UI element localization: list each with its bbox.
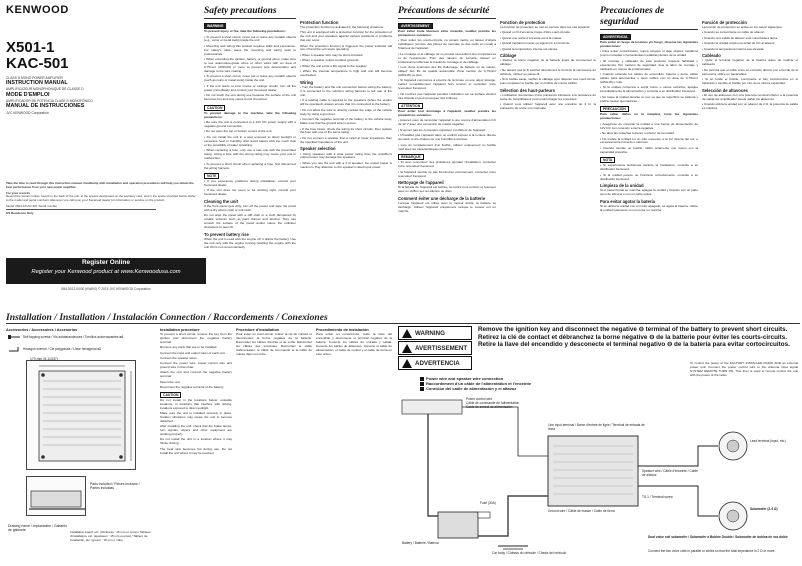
- records-block: [6, 182, 196, 216]
- caution-label-fr: ATTENTION: [398, 103, 423, 109]
- install-step-4: Connect the speaker wires.: [160, 355, 198, 360]
- model-number-1: X501-1: [6, 39, 55, 56]
- speaker-es-s2: • Cuando utiliza la unidad con un altavoz de 2 Ω, la potencia de salida es máxima.: [702, 103, 798, 111]
- caution-heading-fr: Pour éviter tout dommage à l'appareil, veuillez prendre les précautions suivantes:: [398, 109, 496, 117]
- company-name: JVC KENWOOD Corporation: [6, 111, 49, 116]
- safety-fr-p4: • Si l'appareil commence à émettre de la fumée ou une odeur étrange, mettez immédiatement l'appareil hors tension et consultez votre revendeur Kenwood.: [398, 79, 496, 91]
- for-records-heading: For your records: [6, 190, 31, 195]
- install-step-3: Connect the input and output wires of each unit.: [160, 350, 226, 355]
- install-proc-fr-column: [236, 326, 312, 562]
- cableado-es-w1: • Quite el terminal negativo de la batería antes de realizar el cableado.: [702, 59, 798, 67]
- safety-en-c1: • Be sure the unit is connected to a 12V DC power supply with a negative ground connection.: [204, 121, 296, 129]
- protection-en-column: [300, 18, 392, 318]
- screw-icon: [8, 334, 22, 340]
- safety-en-p5: • If the unit starts to emit smoke or strange smells, turn off the power immediately and consult your Kenwood dealer.: [204, 85, 296, 93]
- safety-es-p2: • El montaje y cableado de este producto requiere habilidad y experiencia. Por motivos de seguridad, deje la labor de montaje y cableado en manos de profesionales.: [600, 60, 698, 72]
- battery-title-fr: Comment éviter une décharge de la batterie: [398, 195, 486, 201]
- big-warning-fr: Retirez la clé de contact et débranchez la borne négative ⊖ de la batterie pour éviter les courts-circuits.: [478, 333, 788, 341]
- speaker-en-s2: • When you use the unit with a 2 Ω speaker, the output power is maximum. Pay attention to the speaker's rated input power.: [300, 162, 392, 170]
- safety-fr-p2: • Le montage et le câblage de ce produit nécessitent des compétences et de l'expérience. Pour des raisons de sécurité, laissez un professionnel effectuer le travail de montage et de câblage.: [398, 53, 496, 65]
- safety-fr-c1: • Assurez-vous de raccorder l'appareil à une source d'alimentation CC de 12 V avec une connexion de masse négative.: [398, 119, 496, 127]
- warning-sign-es-text: ADVERTENCIA: [415, 360, 460, 367]
- cableado-es-w3: • Si se funde el fusible, compruebe si hay cortocircuitos en el cableado y cambie el fusible por otro de la misma capacidad.: [702, 78, 798, 86]
- bottom-half: [0, 312, 802, 566]
- warning-label-es: ADVERTENCIA: [600, 34, 631, 40]
- protection-fr-b1: • Quand un fil d'enceinte risque d'être court-circuité.: [500, 31, 596, 35]
- caution-heading-en: To prevent damage to the machine, take the following precautions:: [204, 110, 296, 119]
- accessory-screws-qty: x4: [119, 334, 123, 339]
- warning-label-en: WARNING: [204, 23, 226, 29]
- cableado-title-es: Cableado: [702, 53, 721, 59]
- safety-en-c4: • When replacing a fuse, only use a new one with the prescribed rating. Using a fuse with the wrong rating may cause your unit to malfunction.: [204, 149, 296, 161]
- safety-es-p4: • Si la unidad comienza a emitir humo u olores extraños, apague inmediatamente la alimentación y consulte a su distribuidor Kenwood.: [600, 86, 698, 94]
- install-step-8: Reconnect the negative terminal of the battery.: [160, 384, 224, 389]
- safety-en-p4: • To prevent a short circuit, never put or leave any metallic objects (such as coins or metal tools) inside the unit.: [204, 75, 296, 83]
- big-warning-block: [478, 326, 798, 349]
- install-step-1: To prevent a short circuit, remove the key from the ignition and disconnect the negative battery terminal.: [160, 332, 232, 344]
- speaker-fr-s2: • Quand vous utilisez l'appareil avec une enceinte de 2 Ω, la puissance de sortie est maximale.: [500, 103, 596, 111]
- read-manual-note: Take the time to read through this instruction manual. Familiarity with installation and operation procedures will help you obtain the best performance from your new power amplifier.: [6, 181, 194, 189]
- protection-en-b2: • When a speaker output contains grounds.: [300, 59, 392, 63]
- safety-es-p5: • No toque la unidad durante su uso ya que su superficie se calienta y podría causar quemaduras.: [600, 96, 698, 104]
- protection-es-b3: • Cuando la unidad emita una señal de CC al altavoz.: [702, 42, 798, 46]
- cover-footer: B54-5012-00/00 (KW/K0) © 2015 JVC KENWOOD Corporation: [61, 287, 151, 291]
- install-proc-fr-title: Procédure d'installation: [236, 327, 280, 332]
- safety-en-n2: • If the unit does not seem to be working right, consult your Kenwood dealer.: [204, 189, 296, 197]
- safety-es-p3: • Cuando extienda los cables de encendido, batería o tierra, utilice cables para automóviles u otros cables con un área de 0,75mm² (AWG18) o más.: [600, 73, 698, 85]
- install-caution-4: Do not install the unit in a location where it may hinder driving.: [160, 437, 232, 446]
- cleaning-text-en: If the front panel gets dirty, turn off the power and wipe the panel with a dry silicon cloth or soft cloth.: [204, 204, 296, 212]
- us-residence-label: US Residence Only: [6, 210, 34, 215]
- kenwood-logo: KENWOOD: [6, 4, 69, 16]
- dual-voice-coil-label: Dual voice coil subwoofer / Subwoofer à Bobine Double / Subwoofer de bobina de voz doble: [648, 535, 788, 539]
- safety-fr-column: [398, 6, 496, 306]
- safety-en-p1: • To prevent a short circuit, never put or leave any metallic objects (e.g., coins or metal tools) inside the unit.: [204, 36, 296, 44]
- installation-title: Installation / Installation / Instalación Connection / Raccordements / Conexiones: [6, 312, 800, 324]
- unit-side-view-diagram: [26, 476, 86, 516]
- cablage-fr-w3: • Si le fusible saute, vérifiez le câblage pour détecter tout court-circuit, puis remplacez le fusible par un fusible de même calibre.: [500, 78, 596, 86]
- legend-en: Power wire and speaker wire connection: [426, 376, 504, 381]
- records-text: Record the serial number, found on the back of the unit, in the spaces designated on the warranty card, and in the space provided below. Refer to the model and serial numbers whenever you call upon your Kenwood dealer for information or service on the product.: [6, 194, 196, 203]
- safety-fr-n2: • Si l'appareil semble ne pas fonctionner correctement, consultez votre revendeur Kenwood.: [398, 171, 496, 179]
- protection-es-p1: La función de protección se activa en los casos siguientes:: [702, 24, 783, 29]
- dimension-label: 170 mm (6-11/16"): [30, 357, 58, 361]
- safety-en-title: Safety precautions: [204, 6, 296, 19]
- register-text: Register your Kenwood product at www.Kenwoodusa.com: [31, 269, 181, 275]
- warning-label-fr: AVERTISSEMENT: [398, 23, 433, 29]
- protection-title-en: Protection function: [300, 19, 339, 25]
- subwoofer-label: Subwoofer (2-4 Ω): [750, 507, 778, 511]
- install-proc-es-column: [316, 326, 392, 562]
- product-type-es: AMPLIFICADOR DE POTENCIA CLASE D MONOFÓNICO: [6, 98, 93, 103]
- warning-sign-es: [398, 356, 472, 370]
- warning-heading-fr: Pour éviter toute blessure et/ou incendie, veuillez prendre les précautions suivantes:: [398, 29, 496, 37]
- safety-es-c3: • No instale la unidad en un sitio expuesto a la luz directa del sol, o excesivamente húmedo o caluroso.: [600, 138, 698, 146]
- battery-title-es: Para evitar agotar la batería: [600, 198, 655, 204]
- install-es-text: Para evitar un cortocircuito, retire la llave del encendido y desconecte el terminal negativo de la batería. Conecte los cables de entrada y salida. Conecte los cables de altavoces. Conecte el cable de alimentación, el cable de control y el cable de tierra en este orden.: [316, 332, 392, 356]
- safety-es-title: Precauciones de seguridad: [600, 6, 698, 30]
- protection-es-b2: • Cuando una salida de altavoz esté conectada a tierra.: [702, 37, 798, 41]
- speaker-fr-s1: • L'utilisation d'enceintes d'une puissance inférieure à la puissance de sortie de l'amplificateur peut endommager les enceintes.: [500, 94, 596, 102]
- speaker-en-s1: • Using speakers with a wide power rating than the amplifier's output power may damage the speakers.: [300, 153, 392, 161]
- install-step-6: Attach the unit and connect the negative battery terminal.: [160, 370, 232, 379]
- product-type-en: CLASS D MONO POWER AMPLIFIER: [6, 76, 63, 80]
- caution-label-en: CAUTION: [204, 105, 225, 111]
- safety-es-n2: • Si la unidad parece no funcionar correctamente, consulte a su distribuidor Kenwood.: [600, 174, 698, 182]
- accessories-title: Accessories / Accessoires / Accesorios: [6, 327, 78, 332]
- protection-title-fr: Fonction de protection: [500, 19, 546, 25]
- wiring-en-w6: • Do not connect a speaker that is rated at lower impedance than the specified impedance of the unit.: [300, 137, 392, 145]
- speaker-title-es: Selección de altavoces: [702, 87, 748, 93]
- manual-title-en: INSTRUCTION MANUAL: [6, 80, 68, 87]
- speaker-title-en: Speaker selection: [300, 146, 336, 152]
- note-label-fr: REMARQUE: [398, 154, 424, 160]
- safety-en-p6: • Do not touch the unit during use because the surface of the unit becomes hot and may cause burns if touched.: [204, 94, 296, 102]
- note-label-es: NOTA: [600, 157, 615, 163]
- accessory-screws-label: Self tapping screws / Vis autotaraudeuses / Tornillos autorroscantes: [22, 334, 119, 339]
- install-proc-en-column: [160, 326, 232, 562]
- install-board-label: Installation board: etc. (thickness : 15 mm or more) / Tableau d'installation, etc. (épaisseur : 15 mm ou plus) / Tablero de instalación, etc. (grosor : 15 mm o más): [70, 530, 151, 542]
- protection-en-p2: This unit is equipped with a protection function for the protection of the unit and your speakers against various accidents or problems that can occur.: [300, 30, 392, 43]
- safety-es-n1: • Si experimenta problemas durante la instalación, consulte a su distribuidor Kenwood.: [600, 164, 698, 172]
- cablage-title-fr: Câblage: [500, 53, 517, 59]
- wiring-title-en: Wiring: [300, 79, 313, 85]
- cleaning-text-fr: Si la façade de l'appareil est tachée, la mettre hors tension et l'essuyer avec un chiffon sec au silicone ou doux.: [398, 185, 496, 194]
- warning-sign-fr: [398, 341, 472, 355]
- protection-fr-b4: • Quand la température interne est élevée.: [500, 48, 596, 52]
- safety-en-column: [204, 6, 296, 306]
- caution-heading-es: Para evitar daños en la máquina, tome las siguientes precauciones:: [600, 112, 698, 121]
- legend-es: Conexión del cable de alimentación y el altavoz: [426, 386, 517, 391]
- hex-wrench-icon: [8, 346, 22, 352]
- product-type-fr: AMPLIFICATEUR MONOPHONIQUE DE CLASSE D: [6, 87, 84, 92]
- fuse-label: Fuse (30A): [480, 501, 496, 505]
- battery-text-en: When the unit is used with the engine off, it drains the battery. Use the unit only with the engine running (starting the engine with the unit ON is not recommended).: [204, 236, 296, 249]
- wiring-en-w1: • Turn the battery and the unit connection before wiring the battery. It is connected to the vehicle's wiring harness to left rear of the unit.: [300, 86, 392, 98]
- install-caution-3: After installing the unit, check that the brake lamps, turn signals, wipers and other equipment are working properly.: [160, 424, 232, 437]
- speaker-es-s1: • El uso de altavoces con una potencia nominal inferior a la potencia de salida del amplificador puede dañar los altavoces.: [702, 94, 798, 102]
- safety-fr-title: Précautions de sécurité: [398, 6, 496, 19]
- cover-panel: [6, 4, 196, 304]
- power-control-label: [466, 398, 546, 409]
- install-caution-2: Make sure the unit is installed securely in place. Sudden vibrations may cause the unit to become detached.: [160, 411, 232, 424]
- warning-triangle-icon: [402, 359, 412, 368]
- ts-terminal-label: TS-1 / Terminal screw: [642, 495, 673, 499]
- warning-sign-en: [398, 326, 472, 340]
- warning-heading-en: To prevent injury or fire, take the following precautions:: [204, 29, 286, 33]
- install-caution-5: The heat sink becomes hot during use. Do not install the unit where it may be touched.: [160, 446, 232, 455]
- ground-wire-label: Ground wire / Câble de masse / Cable de tierra: [548, 509, 615, 513]
- warning-sign-fr-text: AVERTISSEMENT: [415, 345, 468, 352]
- protection-fr-p1: La fonction de protection se met en service dans les cas suivants:: [500, 24, 591, 29]
- cablage-fr-w2: • Ne laissez pas le fil toucher directement le bord de la carrosserie du véhicule, utilisez un passe-fil.: [500, 69, 596, 77]
- cleaning-text-es: Si el panel frontal se mancha, apague la unidad y límpielo con un paño seco de silicona o con un paño suave.: [600, 188, 698, 197]
- safety-fr-c4: • Lors du remplacement d'un fusible, utilisez uniquement un fusible neuf avec les caractéristiques prescrites.: [398, 144, 496, 152]
- protection-en-b1: • When a speaker wire may be short-circuited.: [300, 54, 392, 58]
- accessory-row-2: [8, 346, 154, 352]
- manual-title-es: MANUAL DE INSTRUCCIONES: [6, 103, 85, 110]
- safety-es-column: [600, 6, 698, 306]
- safety-en-c3: • Do not install the unit in a spot exposed to direct sunlight or excessive heat or humidity. Also avoid places with too much dust or the possibility of water splashing.: [204, 136, 296, 148]
- note-label-en: NOTE: [204, 173, 219, 179]
- warning-triangle-icon: [402, 344, 412, 353]
- connection-legend: [420, 376, 620, 391]
- power-control-note-text: To control the power of the FACTORY INSTALLED RADIO AND an external power unit: Connect the power control wire to the antenna input signal SYSTEM REMOTE TURN ON. This then is used to remote control the unit with the power of the radio.: [690, 362, 798, 377]
- protection-en-b4: • When the internal temperature is high and unit will become overheated.: [300, 70, 392, 78]
- protection-en-b3: • When the unit emits a DC signal to the speaker.: [300, 65, 392, 69]
- protection-es-b4: • Cuando la temperatura interna sea elevada.: [702, 48, 798, 52]
- safety-fr-c3: • N'installez pas l'appareil dans un endroit exposé à la lumière directe du soleil, à une chaleur ou une humidité excessive.: [398, 134, 496, 142]
- speaker-wire-label: Speaker wire / Câble d'enceinte / Cable de altavoz: [642, 469, 698, 477]
- power-control-note: [690, 362, 798, 402]
- warning-triangle-icon: [402, 329, 412, 338]
- protection-en-p1: The protection function is activated in the following situations:: [300, 24, 384, 29]
- protection-en-p3: When the protection function is triggered, the power indicator will turn off and the unit stops operating.: [300, 43, 392, 52]
- register-title: Register Online: [81, 259, 131, 266]
- safety-fr-c2: • N'ouvrez pas les couvercles supérieur et inférieur de l'appareil.: [398, 129, 496, 133]
- safety-fr-n1: • Si vous rencontrez des problèmes pendant l'installation, consultez votre revendeur Kenwood.: [398, 161, 496, 169]
- safety-es-p1: • Para evitar cortocircuitos, nunca coloque ni deje objetos metálicos (como monedas o herramientas metálicas) dentro de la unidad.: [600, 50, 698, 58]
- input-terminal-label: Line input terminal / Borne d'entrée de ligne / Terminal de entrada de línea: [548, 423, 645, 431]
- amplifier-side-view-drawing: [27, 477, 87, 517]
- car-body-label: Car body / Châssis du véhicule / Chasis del vehículo: [492, 551, 567, 555]
- cableado-es-w2: • No permita que el cable entre en contacto directo con el borde de la carrocería, utilice un pasacables.: [702, 69, 798, 77]
- cleaning-title-en: Cleaning the unit: [204, 198, 238, 204]
- model-number-2: KAC-501: [6, 55, 69, 72]
- install-proc-en-title: Installation procedure: [160, 327, 200, 332]
- safety-es-c2: • No abra las cubiertas superior o inferior de la unidad.: [600, 132, 698, 136]
- wiring-en-w5: • If the fuse blows, check the wiring for short circuits, then replace the fuse with one of the same rating.: [300, 128, 392, 136]
- accessories-panel: [6, 326, 156, 562]
- install-caution-1: Do not install in the locations below: unstable locations, in locations that interfere with driving, locations exposed to direct sunlight.: [160, 398, 232, 410]
- battery-text-es: Si se utiliza la unidad con el motor apagado, se agota la batería. Utilice la unidad solamente con el motor en marcha.: [600, 204, 698, 212]
- amplifier-top-view-drawing: [27, 361, 137, 471]
- parts-included-label: Parts included / Pièces incluses / Partes incluidas: [90, 482, 140, 490]
- safety-en-c2: • Do not open the top or bottom covers of the unit.: [204, 130, 296, 134]
- lead-terminal-label: Lead terminal (input, etc.): [750, 439, 787, 443]
- safety-fr-p3: • Lors d'une extension des fils d'allumage, de batterie ou de masse, utilisez des fils de qualité automobile d'une section de 0,75mm² (AWG18) ou plus.: [398, 66, 496, 78]
- install-step-2: Remove any parts that are to be installed.: [160, 345, 218, 350]
- install-fr-text: Pour éviter un court-circuit, retirez la clé de contact et déconnectez la borne négative de la batterie. Raccordez les câbles d'entrée et de sortie. Raccordez les câbles des enceintes. Raccordez le câble d'alimentation, le câble de commande et le câble de masse dans cet ordre.: [236, 332, 312, 356]
- battery-text-fr: Lorsque l'appareil est utilisé avec le moteur arrêté, la batterie se décharge. Utilisez l'appareil uniquement lorsque le moteur est en marche.: [398, 200, 496, 213]
- unit-top-view-diagram: [26, 360, 136, 470]
- wiring-en-w3: • Do not allow the wire to directly contact the edge of the vehicle body by using a grommet.: [300, 109, 392, 117]
- protection-fr-b2: • Quand une sortie d'enceinte est à la masse.: [500, 37, 596, 41]
- wiring-en-w2: • If a leading cable is required to the speakers (when the engine will be operated), always ensure that it is connected to the battery.: [300, 99, 392, 107]
- power-control-es: Cable de control de alimentación: [466, 404, 513, 409]
- safety-en-n1: • If you experience problems during installation, consult your Kenwood dealer.: [204, 180, 296, 188]
- safety-fr-p1: • Pour éviter les courts-circuits, ne jamais mettre ou laisser d'objets métalliques (comme des pièces de monnaie ou des outils en métal) à l'intérieur de l'appareil.: [398, 39, 496, 51]
- legend-fr: Raccordement d'un câble de l'alimentation et l'enceinte: [426, 381, 532, 386]
- bridge-note: Connect the two voice coils in parallel or series so that the total impedance is 2 Ω or more.: [648, 549, 776, 553]
- accessory-wrench-qty: x1: [97, 346, 101, 351]
- speaker-title-fr: Sélection des haut-parleurs: [500, 87, 555, 93]
- warning-heading-es: Para evitar el riesgo de lesiones y/o fuego, observe las siguientes precauciones:: [600, 40, 698, 48]
- warning-sign-en-text: WARNING: [415, 330, 445, 337]
- install-caution-label: CAUTION: [160, 392, 181, 398]
- wiring-diagram: [398, 396, 798, 562]
- protection-fr-column: [500, 18, 596, 318]
- power-control-en: Power control wire: [466, 397, 493, 401]
- big-warning-en: Remove the ignition key and disconnect the negative ⊖ terminal of the battery to prevent short circuits.: [478, 326, 788, 333]
- legend-item-3: [420, 386, 620, 391]
- cleaning-title-es: Limpieza de la unidad: [600, 183, 644, 189]
- drawing-name-label: Drawing name / Implantation / Gabarito de gabinete: [8, 524, 67, 532]
- cleaning-title-fr: Nettoyage de l'appareil: [398, 180, 444, 185]
- big-warning-es: Retire la llave del encendido y desconecte el terminal negativo ⊖ de la batería para evitar cortocircuitos.: [478, 341, 790, 349]
- safety-en-p2: • Mounting and wiring this product requires skills and experience. For safety's sake, leave the mounting and wiring work to professionals.: [204, 45, 296, 57]
- install-proc-es-title: Procedimiento de instalación: [316, 327, 369, 332]
- install-step-7: Mount the unit.: [160, 379, 181, 384]
- battery-title-en: To prevent battery rise: [204, 231, 249, 237]
- install-step-5: Connect the power wire, power control wire and ground wire in that order.: [160, 361, 232, 369]
- safety-es-c1: • Asegúrese de conectar la unidad a una fuente de alimentación de 12V CC con conexión a tierra negativa.: [600, 123, 698, 131]
- cleaning-caution-en: Do not wipe the panel with a stiff cloth or a cloth dampened by volatile solvents such as paint thinner and alcohol. They can scratch the surface of the panel and/or cause the indicator characters to peel off.: [204, 213, 296, 230]
- safety-en-c5: • To prevent a short circuit when replacing a fuse, first disconnect the wiring harness.: [204, 163, 296, 171]
- protection-fr-b3: • Quand l'appareil envoie un signal CC à l'enceinte.: [500, 42, 596, 46]
- accessory-wrench-label: Hexagon wrench / Clé polygonale / Llave hexagonal: [22, 346, 97, 351]
- manual-title-fr: MODE D'EMPLOI: [6, 91, 50, 98]
- protection-es-b1: • Cuando se cortocircuite un cable de altavoz.: [702, 31, 798, 35]
- caution-label-es: PRECAUCIÓN: [600, 106, 629, 112]
- safety-fr-p5: • Ne touchez pas l'appareil pendant l'utilisation car sa surface devient très chaude et peut provoquer des brûlures.: [398, 93, 496, 101]
- battery-label: Battery / Batterie / Batería: [402, 541, 439, 545]
- power-control-fr: Câble de commande de l'alimentation: [466, 400, 520, 405]
- wiring-en-w4: • Connect the negative terminal of the battery to the vehicle body. Make sure that the ground wire is secure.: [300, 118, 392, 126]
- safety-en-p3: • When extending the ignition, battery, or ground wires, make sure to use automotive-grade wires or other wires with an area of 0.75mm² (AWG18) or more to prevent wire deterioration and damage to the wire coating.: [204, 58, 296, 74]
- accessory-row-1: [8, 334, 154, 340]
- register-online-banner: [6, 258, 206, 284]
- protection-es-column: [702, 18, 798, 318]
- safety-es-c4: • Cuando cambie un fusible, utilice solamente uno nuevo con la capacidad prescrita.: [600, 147, 698, 155]
- protection-title-es: Función de protección: [702, 19, 747, 25]
- cablage-fr-w1: • Retirez la borne négative de la batterie avant de commencer le câblage.: [500, 59, 596, 67]
- model-serial-line: Model X501-1/KAC-501 Serial number: [6, 205, 156, 210]
